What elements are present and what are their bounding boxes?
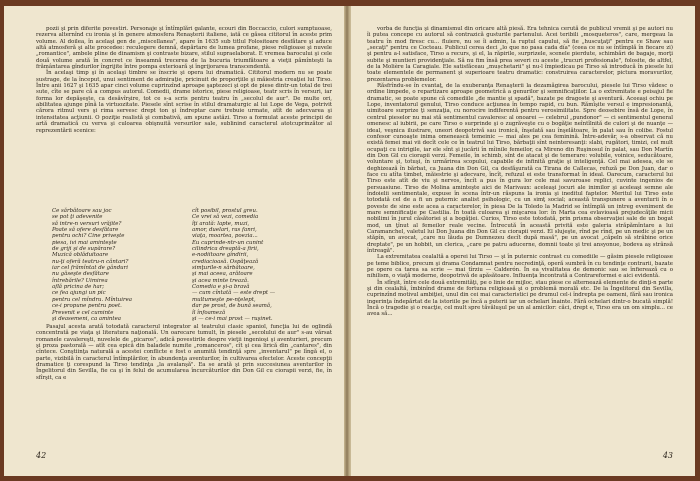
verse-line: Muzică oblăduitoare xyxy=(52,252,109,259)
verse-line: îl înfoameză xyxy=(192,309,226,316)
paragraph: vorba de funcţia şi dinamismul din oricare altă piesă. Era tehnica cerută de publicul vremii şi pe autori nu îi putea concepe cu autorul să contrazică gusturile partenului. Acei teribili „mosqueteros", care, mergeau la teatru în mod firesc cu... fluiere, nu se îi admin, la ruptul capului, să fie „huscuţaţi" pentru ce Shaw sau „secaţi" pentru ce Cocteau. Publicul cerea deci „lo que no pasa cada día" (ceea ce nu se întîmplă în fiecare zi) şi pentru a-l satisface, Tirso a recurs, şi el, la răpirile, surprizele, scenele pierdute, schimbări de bagaje, morţi subite şi muntieri providenţiale. Să nu fim însă prea severi cu aceste „trucuri profesionale", folosite, de altfel, de la Molière la Caragiale. Ele satisfăceau „mușchetarii" şi nu-l împiedicau pe Tirso să introducă în piesele lui toate elementele de permanent şi superioare teatru dramatic: construirea caracterelor, pictura moravurilor, prezentarea problemelor. xyxy=(367,26,673,83)
verse-line: întrebările? Uimirea xyxy=(52,277,108,284)
verse-line: piesa, ivi mai aminteşte xyxy=(52,239,117,246)
verse-line: cît posibil, prostul greu. xyxy=(192,208,258,214)
page-number-right: 43 xyxy=(662,451,673,460)
right-page xyxy=(350,6,695,476)
right-text xyxy=(367,26,673,318)
verse-line: de griji şi de supărare? xyxy=(52,246,116,253)
left-top-text xyxy=(36,26,332,134)
verse-line: află pricina de har; xyxy=(52,284,105,291)
verse-line: şi deasemeni, ca amintea xyxy=(52,315,121,322)
paragraph: Pasajul acesta arată totodată caracterul integrator al teatrului clasic spaniol, funcţia lui de oglindă concentrată pe viaţa şi literatura naţională. Un oarecare tumult, în piesele „secolului de aur" s-au vărsat romanele cavalereşti, nuvelele de „picaros", adică povestirile despre vieţii ingenioşi şi aventurieri, precum şi proza pastorală — atît cea epică din baladele numite „romanceros", cît şi cea lirică din „cantares", din cîntece. Conştiinţa naturală a acestei conflicte e fost o anumită tendinţă spre „inventarul" pe lîngă el, o parte, vizibilă în caracterul întîmplărilor, în abundenţa aventurilor, în cultivarea efectelor. Aceste concepţii dramatice ţi corespund la Tirso tendinţa „la avalanşă". Ea se arată şi prin succesiunea aventurilor în Îngelitorul din Sevilla, fie ca şi în felul de acumularea încurcăturilor din Don Gil cu ciorapii verzi, fie, în sfîrşit, ca e xyxy=(36,324,332,381)
left-page xyxy=(4,6,345,476)
verse-column-right xyxy=(192,208,275,322)
verse-line: ce fea ajungi un pic xyxy=(52,290,106,297)
paragraph: În acelaşi timp şi în acelaşi timbre se înscrie şi opera lui dramatică. Cititorul modern nu se poate sustrage, de la început, unui sentiment de admiraţie, pricinuit de proporţiile şi măiestria creaţiei lui Tirso. Între anii 1627 şi 1635 apar cinci volume cuprinzînd aproape şaptezeci şi opt de piese dintr-un total de trei sute, cîte se pare că a compus autorul. Comedii, drame istorice, piese religioase, teatr scris în versuri, iar forma lor depăşeşte, ca desăvîrşire, tot ce s-a scris pentru teatru în „secolul de aur". De multe ori, abilitatea ajunge pînă la virtuozitate. Piesele sînt scrise în stilul dramaturgic al lui Lope de Vega, potrivit cărora ritmul vers şi rima servesc drept ton şi îndreptar care trebuie urmate, atît de adecvarea şi intensitatea acţiunii. O poziţie realistă şi combativă, am spune astăzi. Tirso a formulat aceste principii de artă dramatică cu verva şi culoarea obişnuită versurilor sale, sublinind caracterul atotcuprinzător al reprezentării scenice: xyxy=(36,70,332,134)
verse-line: Comedia e şi-a bravă xyxy=(192,284,250,291)
verse-line: — cum cîntată — este drept — xyxy=(192,290,276,297)
verse-line: ce-i propune pentru poet. xyxy=(52,303,122,310)
verse-line: Prevenit e cel cuminte xyxy=(52,309,114,316)
verse-line: se pot ţi adevenite xyxy=(52,214,103,221)
verse-line: dar pe prost, de bună seamă, xyxy=(192,303,272,310)
verse-line: şi — ce-i mai prost — ruşinet. xyxy=(192,315,273,322)
verse-line: cilindrica dreaptă-a firii, xyxy=(192,246,259,253)
verse-line: simţurile-n sărbătoare, xyxy=(192,265,255,272)
paragraph: Răsfrîndu-se în cvantaţ, de la exuberanţa Renaşterii la dezamăgirea barocului, piesele lui Tirso vădesc o ordine limpede, o repartizare aproape geometrică a genurilor şi semnificaţiilor. La o extremitate e peisajul fie dramatic, se poate spune că comediile „de mantie şi spadă", bazate pe dragoste şi aventură. Aceeaşi ochiu pe Lope, inventatorul genului, Tirso conduce acţiunea în tempo rapid, cu bun. Rămîşite versul e impresionantă, uimitoare surprize ţi senzaţia, cu norocire indiferentă pentru verosimilitate. Spre deosebire însă de Lope, în centrul pieselor nu mai stă sentimentul cavaleresc al onoarei — celebrul „pundonor" — ci sentimentul general omenesc al iubirii, pe care Tirso o surprinde şi o zugrăveşte cu o bogăţie neîntîlnită de culori şi de nuanţe — ideal, veşnica ilustrare, uneori deopotrivă sau ironică, înşelată sau înşelătoare, în palat sau în colibe. Fostul confesor cunoaşte inima omenească temeinic — mai ales pe cea feminină. Între-adevăr, s-a observat că nu există femei mai vii decît cele ce în teatrul lui Tirso, bărbaţii sînt neinteresanţi: slabi, rugători, timizi, cel mult ocupaţi cu intrigile, iar ele sînt şi jucării în mîinile femeilor, ca Mireno din Ruşinosul în palat, sau Don Martín din Don Gil cu ciorapii verzi. Femeile, în schimb, sînt de atacat şi de temerare: volubile, voinice, seducătoare, voluntare şi, totuşi, în urmărirea scopului, capabile de infinită graţie şi inteligenţă. Cel mai adesea, ele se deghizează în bărbat, ca Juana din Don Gil, ca desfăşurată ca Tirana de Callecas, refuză pe Don Juan, dar o face cu atîta timbet, măiestrie şi adecvare, încît, refuzul ei este transformat în ideal. Oarecum, caracterul lui Tirso este atît de viu şi nervos, încît a pus în gura lor cele mai savuroase replici, cuvinte ingenios de persuasiune. Tirso de Molina aminteşte aici de Marivaux: aceleaşi jocuri ale inimilor şi aceleaşi semne ale îndoielii sentimentale, expuse în scena într-un răspuns la ironia şi ineditul faptelor. Meritul lui Tirso este totodată cel de a fi un puternic analist psihologic, cu un simţ social; această transpunere a aventurii în o poveste de sine este acea a caracterelor, în piesa De la Toledo la Madrid se întîmplă un intreg eveniment de mare semnificaţie pe Castilia. În toată culoarea şi mişcarea lor: în Marta cea evlavioasă prejudecăţile micii nobilimi în jurul căsătoriei şi a bogăţiei. Curios, Tirso este totodată, prin prisma observaţiei sale de un bogat mod, un ţînut al femeilor reale vecine. Întrecută în această privită este galeria străpămîntare a lui Caramanchel, valetul lui Don Juana din Don Gil cu ciorapii verzi. El slujeşte, rînd pe rînd, pe un medic şi pe un stăpîn, un avocat, „care nu lăuda pe Dumnezeu decît după masă", pe un avocat „căpeln să străbine orice dreptate", pe un hobbit, un clerica, „care pe patru aducerne, domnii toate şi trei ansyonue, bodeva aş strânsă întreagă". xyxy=(367,83,673,255)
verse-line: Poate să ofere desfătare xyxy=(52,227,119,234)
verse-line: să intre-n versuri vrăjite? xyxy=(52,220,122,227)
verse-line: Ce sărbătoare sau joc xyxy=(52,208,112,214)
paragraph: În sfîrşit, între cele două extremităţi, pe o linie de mijloc, stau piese ce alternează elemente de dinţi-n parte şi din cealaltă, îmbinînd drame de fortuna religioasă şi o problemă morală etc. De la Îngelitorul din Sevilla, cuprinzînd motivul ambiţiei, unul din cei mai caracteristici pe drumul cel-i îndrepta pe oameni, fără sau ironica ingerinţa îndepărtat de la istoriile pe încă a puterii iar un ochelari înainte. Fără ochelari dintr-o bucată simplă! Încă o tragedie şi o reacţie, cel mult spre tăvăluşul pe un al amicilor: căci, drept e, Tirso era un om simplu... ce avea să... xyxy=(367,279,673,318)
verse-line: iar cel frămîntat de gânduri xyxy=(52,265,128,272)
verse-line: şi acea minte trează. xyxy=(192,277,249,284)
page-number-left: 42 xyxy=(36,451,47,460)
verse-line: Ce vrei să vezi, comedia xyxy=(192,214,259,221)
verse-line: e-nodiitoare gîndirii, xyxy=(192,252,249,259)
verse-line: viaţa, moartea, poezia... xyxy=(192,233,258,240)
verse-line: şi mai aceea, arătoare xyxy=(192,271,253,278)
verse-line: amor, duelari, ras fanri, xyxy=(192,227,257,234)
verse-line: multumeşte pe-nţelept, xyxy=(192,296,256,303)
verse-line: nu găseşte desfătare xyxy=(52,271,109,278)
paragraph: La extremitatea cealaltă a operei lui Tirso — şi în puternic contrast cu comediile — găsim piesele religioase pe teme biblice, precum şi drama Condamnat pentru necredinţă, operă sumbră în cu tendinţe contrarii, bazate pe opere ca tarea sa scrie — mai tîrziu — Calderón. În ea vivalitatea de demonic sau se înfierează cu o nihilism, o viaţă moderne, deopotrivă de apăsătoare. Influenţa încontrată a Contrareformei e aici evidentă. xyxy=(367,254,673,280)
verse-line: pentru ochi? Cine priveşte xyxy=(52,233,125,240)
verse-column-left xyxy=(52,208,132,322)
verse-line: îţi arată: lapte, muzi, xyxy=(192,220,250,227)
paragraph: pozii şi prin diferite povestiri. Personaje şi întîmplări galante, ecouri din Boccaccio, culori sumptuoase, rezerva alternînd cu ironia şi în genere atmosfera Renaşterii italiene, iată ce găsea cititorul în aceste prim volume. Al doilea, în acelaşi gen de „miscellanea", apare în 1635 sub titlul Folositoare desfătare şi aduce altă atmosferă şi alte procedee: reculegere demnă, depărtare de lumea profane, piese religioase şi nuvele „romantice", ambele pline de dinamism şi contraste bizare, stilul supraelaborat. E vremea barocului şi cele două volume arată în concret ce înseamnă trecerea de la bucuria triumfătoare a vieţii pămînteşti la frământarea gîndurilor îngrijite între pompa exterioară şi îngrijorarea transcendentă. xyxy=(36,26,332,71)
verse-line: Eu cuprinde-ntr-un cunint xyxy=(192,239,264,246)
left-bottom-text xyxy=(36,324,332,381)
verse-line: crediacioasă. Ospăţează xyxy=(192,258,259,265)
verse-line: nu-ţi oferă teatru-n cântari? xyxy=(52,258,129,265)
verse-line: pentru cel mîndru. Mîntuirea xyxy=(52,296,132,303)
